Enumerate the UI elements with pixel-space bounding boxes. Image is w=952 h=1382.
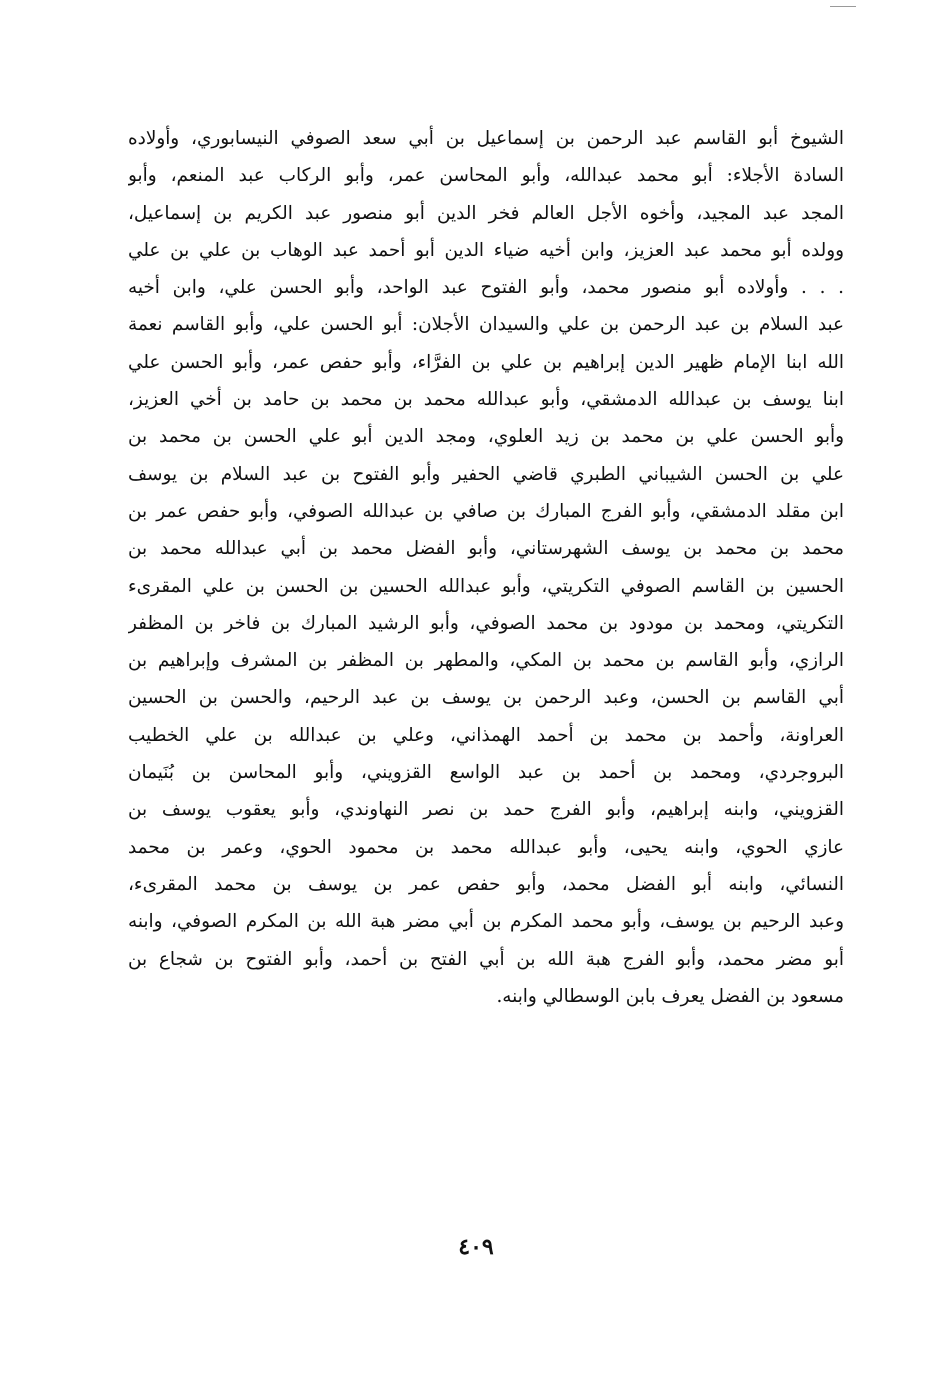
- text-line: البروجردي، ومحمد بن أحمد بن عبد الواسع القزويني، وأبو المحاسن بن بُنَيمان: [128, 762, 844, 784]
- text-line: عبد السلام بن عبد الرحمن بن علي والسيدان الأجلان: أبو الحسن علي، وأبو القاسم نعمة: [128, 314, 844, 336]
- text-line: الله ابنا الإمام ظهير الدين إبراهيم بن علي بن الفرَّاء، وأبو حفص عمر، وأبو الحسن علي: [128, 351, 844, 373]
- page-number: ٤٠٩: [458, 1234, 494, 1260]
- text-line: الحسين بن القاسم الصوفي التكريتي، وأبو عبدالله الحسين بن الحسن بن علي المقرىء: [128, 575, 844, 597]
- text-line: وولده أبو محمد عبد العزيز، وابن أخيه ضياء الدين أبو أحمد عبد الوهاب بن علي بن علي: [128, 239, 844, 261]
- text-line-last: مسعود بن الفضل يعرف بابن الوسطالي وابنه.: [496, 985, 844, 1007]
- text-line: المجد عبد المجيد، وأخوه الأجل العالم فخر الدين أبو منصور عبد الكريم بن إسماعيل،: [128, 202, 844, 224]
- text-line: . . . وأولاده أبو منصور محمد، وأبو الفتوح عبد الواحد، وأبو الحسن علي، وابن أخيه: [128, 277, 844, 299]
- text-line: العراونة، وأحمد بن محمد بن أحمد الهمذاني، وعلي بن عبدالله بن علي الخطيب: [128, 724, 844, 746]
- text-line: النسائي، وابنه أبو الفضل محمد، وأبو حفص عمر بن يوسف بن محمد المقرىء،: [128, 873, 844, 895]
- text-line: محمد بن محمد بن يوسف الشهرستاني، وأبو الفضل محمد بن أبي عبدالله محمد بن: [128, 538, 844, 560]
- text-line: ابن مقلد الدمشقي، وأبو الفرج المبارك بن صافي بن عبدالله الصوفي، وأبو حفص عمر بن: [128, 500, 844, 522]
- text-line: أبو مضر محمد، وأبو الفرج هبة الله بن أبي الفتح بن أحمد، وأبو الفتوح بن شجاع بن: [128, 948, 844, 970]
- text-line: ابنا يوسف بن عبدالله الدمشقي، وأبو عبدالله محمد بن محمد بن حامد بن أخي العزيز،: [128, 389, 844, 411]
- text-line: علي بن الحسن الشيباني الطبري قاضي الحفير وأبو الفتوح بن عبد السلام بن يوسف: [128, 463, 844, 485]
- text-line: الرازي، وأبو القاسم بن محمد بن المكي، والمطهر بن المظفر بن المشرف وإبراهيم بن: [128, 650, 844, 672]
- text-line: التكريتي، ومحمد بن مودود بن محمد الصوفي، وأبو الرشيد المبارك بن فاخر بن المظفر: [128, 612, 844, 634]
- text-line: أبي القاسم بن الحسن، وعبد الرحمن بن يوسف بن عبد الرحيم، والحسن بن الحسين: [128, 687, 844, 709]
- text-line: السادة الأجلاء: أبو محمد عبدالله، وأبو المحاسن عمر، وأبو الركاب عبد المنعم، وأبو: [128, 165, 844, 187]
- text-line: الشيوخ أبو القاسم عبد الرحمن بن إسماعيل بن أبي سعد الصوفي النيسابوري، وأولاده: [128, 128, 844, 149]
- scan-artifact-mark: [830, 6, 856, 7]
- text-line: وعبد الرحيم بن يوسف، وأبو محمد المكرم بن أبي مضر هبة الله بن المكرم الصوفي، وابنه: [128, 911, 844, 933]
- text-line: وأبو الحسن علي بن محمد بن زيد العلوي، ومجد الدين أبو علي الحسن بن محمد بن: [128, 426, 844, 448]
- text-line: عازي الحوي، وابنه يحيى، وأبو عبدالله محمد بن محمود الحوي، وعمر بن محمد: [128, 836, 844, 858]
- body-paragraph: [128, 120, 844, 1015]
- text-line: القزويني، وابنه إبراهيم، وأبو الفرج حمد بن نصر النهاوندي، وأبو يعقوب يوسف بن: [128, 799, 844, 821]
